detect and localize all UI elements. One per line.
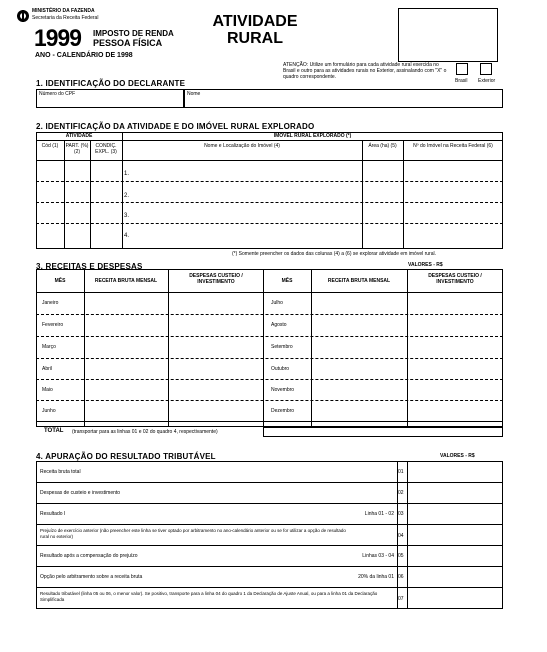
result-line-label: Resultado após a compensação do prejuízo (40, 553, 138, 559)
name-label: Nome (187, 91, 201, 97)
month-label: Outubro (271, 366, 290, 372)
month-label: Fevereiro (42, 322, 64, 328)
result-line-number: 02 (398, 490, 404, 496)
section2-footnote: (*) Somente preencher os dados das colunas (4) a (6) se explorar atividade em imóvel rural. (232, 251, 436, 257)
col-month-header: MÊS (281, 278, 293, 284)
total-values-row (263, 427, 503, 437)
value-input-06[interactable] (408, 567, 502, 587)
activity-row-number: 3. (124, 213, 130, 219)
form-title-line2: RURAL (227, 30, 283, 47)
col-nirf-header: Nº do Imóvel na Receita Federal (6) (413, 143, 493, 149)
tax-type-line2: PESSOA FÍSICA (93, 38, 163, 48)
month-label: Março (42, 344, 56, 350)
col-part-header: PART. (%) (2) (65, 143, 89, 155)
month-label: Julho (271, 300, 283, 306)
result-line-label: Opção pelo arbitramento sobre a receita bruta (40, 574, 143, 580)
attention-note: ATENÇÃO: Utilize um formulário para cada atividade rural exercida no Brasil e outro para as atividades rurais no Exterior, assinalando com "X" o quadro correspondente. (283, 62, 447, 80)
col-expense-header: DESPESAS CUSTEIO / INVESTIMENTO (189, 273, 243, 285)
calendar-year: ANO - CALENDÁRIO DE 1998 (35, 52, 133, 59)
name-field[interactable] (184, 89, 503, 108)
checkbox-exterior[interactable] (480, 63, 492, 75)
result-line-label: Resultado I (40, 511, 66, 517)
month-label: Abril (42, 366, 53, 372)
value-input-04[interactable] (408, 525, 502, 545)
value-input-07[interactable] (408, 588, 502, 608)
col-area-header: Área (ha) (5) (368, 143, 397, 149)
col-month-header: MÊS (54, 278, 66, 284)
activity-row-number: 4. (124, 233, 130, 239)
secretariat-name: Secretaria da Receita Federal (32, 15, 99, 21)
col-revenue-header: RECEITA BRUTA MENSAL (94, 278, 158, 284)
cpf-label: Número do CPF (39, 91, 76, 97)
section3-title: 3. RECEITAS E DESPESAS (36, 262, 143, 271)
result-line-label: Receita bruta total (40, 469, 81, 475)
result-line-label: Despesas de custeio e investimento (40, 490, 121, 496)
month-label: Setembro (271, 344, 293, 350)
col-revenue-header: RECEITA BRUTA MENSAL (327, 278, 391, 284)
activity-row-number: 2. (124, 193, 130, 199)
result-line-number: 05 (398, 553, 404, 559)
col-expense-header: DESPESAS CUSTEIO / INVESTIMENTO (428, 273, 482, 285)
result-line-ref: Linhas 03 - 04 (362, 553, 394, 559)
result-line-label: Resultado tributável (linha 05 ou 06, o menor valor). Se positivo, transporte para a linha 04 do quadro 1 da Declaração de Ajuste Anual, ou para a linha 01 da Declaração Simplificada (40, 591, 378, 602)
month-label: Dezembro (271, 408, 295, 414)
result-line-ref: Linha 01 - 02 (364, 511, 394, 517)
month-label: Maio (42, 387, 53, 393)
label-exterior: Exterior (478, 78, 496, 84)
section3-values-label: VALORES - R$ (408, 262, 443, 268)
section1-title: 1. IDENTIFICAÇÃO DO DECLARANTE (36, 79, 186, 88)
col-cond-header: CONDIÇ. EXPL. (3) (95, 143, 117, 155)
label-brasil: Brasil (455, 78, 468, 84)
result-line-number: 01 (398, 469, 404, 475)
ministry-name: MINISTÉRIO DA FAZENDA (32, 8, 95, 14)
value-input-01[interactable] (408, 462, 502, 482)
form-title-line1: ATIVIDADE (212, 13, 298, 30)
cpf-field[interactable] (36, 89, 184, 108)
total-label: TOTAL (44, 428, 64, 434)
result-line-number: 06 (398, 574, 404, 580)
receipt-stamp-area (398, 8, 498, 62)
section4-title: 4. APURAÇÃO DO RESULTADO TRIBUTÁVEL (36, 452, 216, 461)
form-year: 1999 (34, 25, 81, 52)
value-input-03[interactable] (408, 504, 502, 524)
value-input-05[interactable] (408, 546, 502, 566)
checkbox-brasil[interactable] (456, 63, 468, 75)
activity-row-number: 1. (124, 171, 130, 177)
ministry-logo-icon (16, 9, 30, 28)
month-label: Janeiro (42, 300, 59, 306)
col-location-header: Nome e Localização do Imóvel (4) (204, 143, 280, 149)
tax-type-line1: IMPOSTO DE RENDA (93, 29, 174, 38)
value-input-02[interactable] (408, 483, 502, 503)
result-line-ref: 20% da linha 01 (358, 574, 394, 580)
result-line-number: 04 (398, 533, 404, 539)
group-property-header: IMÓVEL RURAL EXPLORADO (*) (273, 133, 352, 139)
section2-title: 2. IDENTIFICAÇÃO DA ATIVIDADE E DO IMÓVEL RURAL EXPLORADO (36, 122, 315, 131)
total-note: (transportar para as linhas 01 e 02 do quadro 4, respectivamente) (72, 429, 218, 435)
result-line-label: Prejuízo de exercício anterior (não preencher este linha se tiver optado por arbitramento no ano-calendário anterior ou se for utilizar a opção de resultado rural no exterior) (40, 528, 346, 539)
col-cod-header: Cód (1) (41, 143, 59, 149)
result-line-number: 03 (398, 511, 404, 517)
result-line-number: 07 (398, 596, 404, 602)
month-label: Novembro (271, 387, 295, 393)
month-label: Junho (42, 408, 56, 414)
month-label: Agosto (271, 322, 287, 328)
group-activity-header: ATIVIDADE (65, 133, 93, 139)
section4-values-label: VALORES - R$ (440, 453, 475, 459)
